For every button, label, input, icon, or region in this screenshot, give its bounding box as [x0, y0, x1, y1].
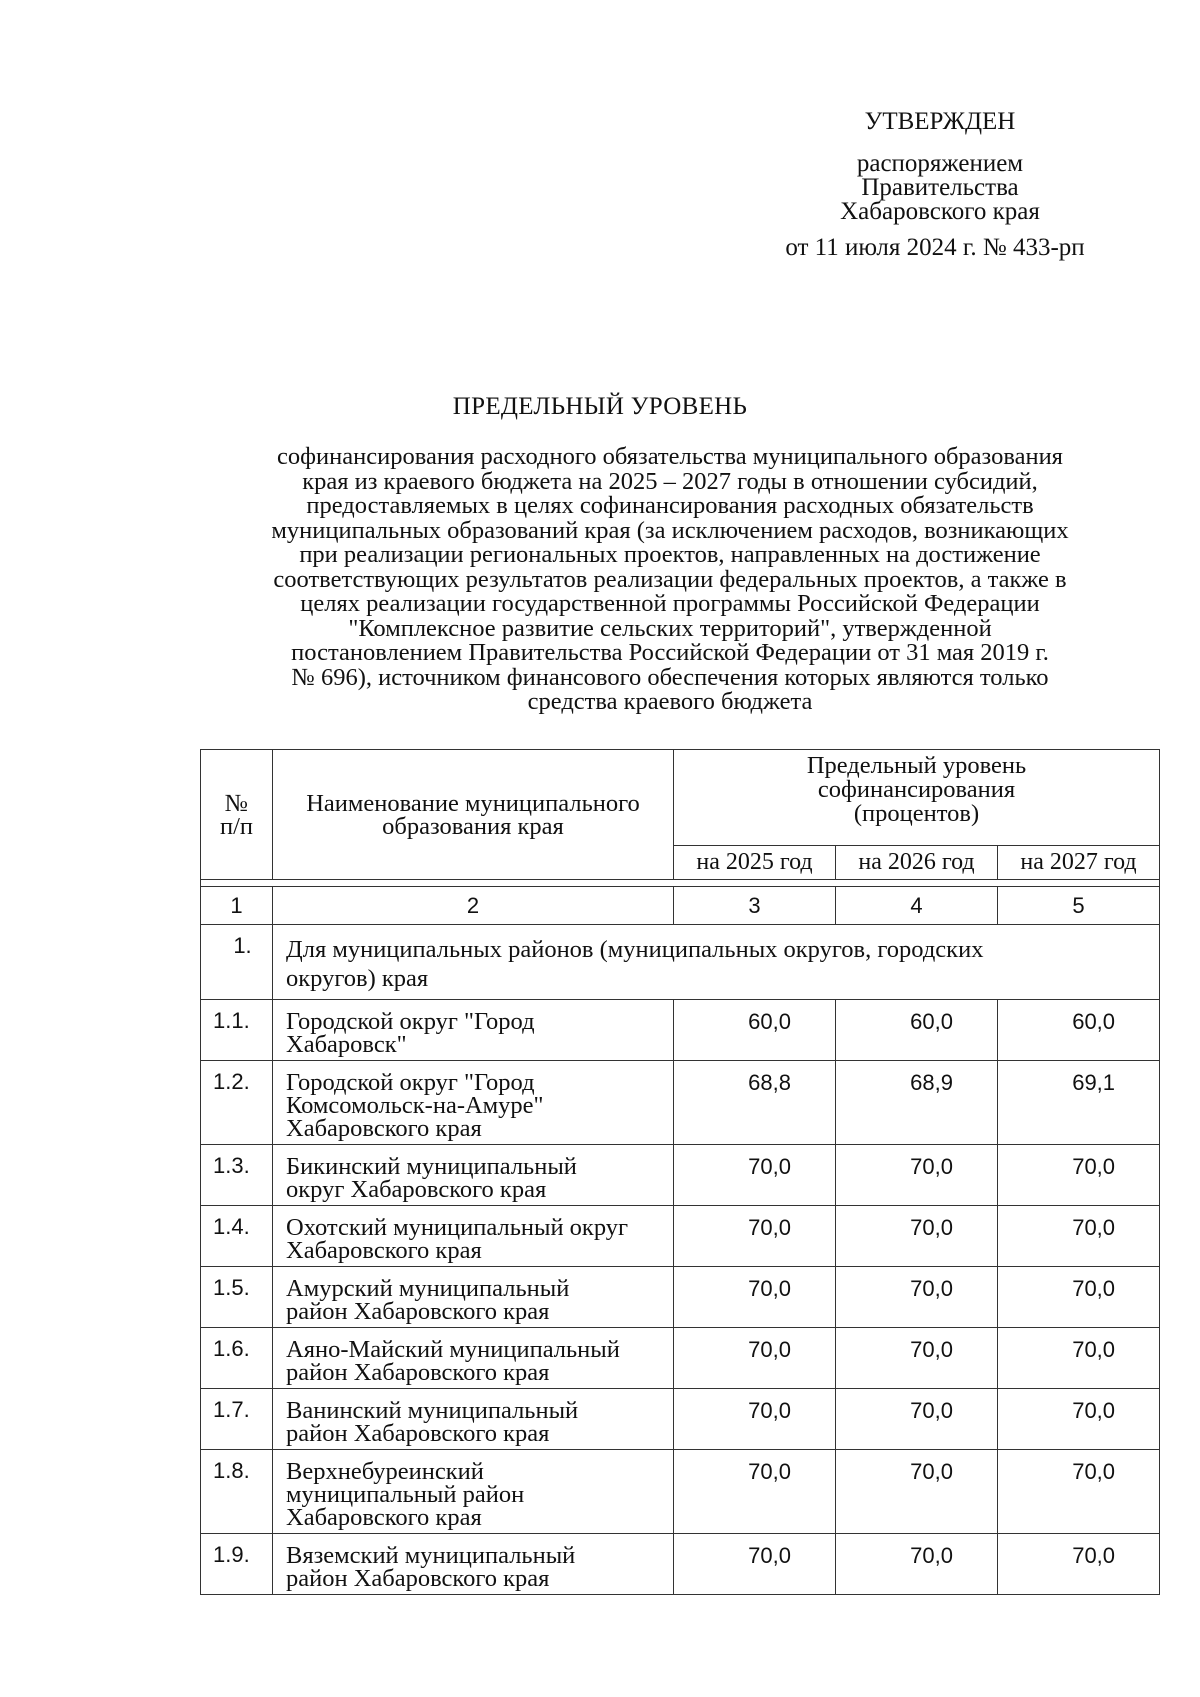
value-2027: 70,0	[998, 1267, 1160, 1328]
value-2025: 70,0	[674, 1450, 836, 1534]
value-2027: 70,0	[998, 1450, 1160, 1534]
value-2026: 70,0	[836, 1534, 998, 1595]
header-number	[201, 750, 273, 880]
column-number-text: 4	[910, 892, 923, 918]
row-name-line: Хабаровского края	[286, 1504, 482, 1531]
row-name-line: Комсомольск-на-Амуре"	[286, 1092, 544, 1119]
value-2027: 70,0	[998, 1534, 1160, 1595]
header-name	[273, 750, 674, 880]
value-2026: 70,0	[836, 1206, 998, 1267]
row-name-line: Вяземский муниципальный	[286, 1542, 576, 1569]
value-2027: 60,0	[998, 1000, 1160, 1061]
value-2026: 60,0	[836, 1000, 998, 1061]
row-number: 1.6.	[201, 1328, 273, 1389]
value-2027: 69,1	[998, 1061, 1160, 1145]
table-row	[201, 1145, 1160, 1206]
row-name	[273, 1145, 674, 1206]
column-numbers-row	[201, 887, 1160, 925]
value-2026: 70,0	[836, 1145, 998, 1206]
row-name-line: район Хабаровского края	[286, 1565, 550, 1592]
column-number	[273, 887, 674, 925]
header-cofinancing-level	[674, 750, 1160, 846]
section-number: 1.	[201, 925, 273, 1000]
value-2026: 70,0	[836, 1267, 998, 1328]
row-name-line: Хабаровск"	[286, 1031, 407, 1058]
column-number-text: 2	[466, 892, 480, 918]
subtitle-line: "Комплексное развитие сельских территорий", утвержденной	[348, 614, 992, 642]
value-2027: 70,0	[998, 1389, 1160, 1450]
row-number: 1.3.	[201, 1145, 273, 1206]
value-2027: 70,0	[998, 1328, 1160, 1389]
row-name-line: район Хабаровского края	[286, 1359, 550, 1386]
row-number: 1.7.	[201, 1389, 273, 1450]
table-row	[201, 1534, 1160, 1595]
value-2025: 70,0	[674, 1328, 836, 1389]
row-name-line: Амурский муниципальный	[286, 1275, 570, 1302]
table-gap-cell	[201, 880, 1160, 887]
row-number: 1.8.	[201, 1450, 273, 1534]
row-name-line: Городской округ "Город	[286, 1069, 535, 1096]
row-name	[273, 1328, 674, 1389]
column-number	[674, 887, 836, 925]
table-row	[201, 1061, 1160, 1145]
table-row	[201, 1267, 1160, 1328]
value-2027: 70,0	[998, 1145, 1160, 1206]
row-name-line: Верхнебуреинский	[286, 1458, 484, 1485]
row-name-line: Хабаровского края	[286, 1237, 482, 1264]
column-number	[998, 887, 1160, 925]
value-2025: 70,0	[674, 1534, 836, 1595]
cofinancing-table	[200, 749, 1160, 1595]
row-name-line: Охотский муниципальный округ	[286, 1214, 629, 1241]
value-2026: 70,0	[836, 1450, 998, 1534]
section-row	[201, 925, 1160, 1000]
approval-date: от 11 июля 2024 г. № 433-рп	[785, 234, 1085, 261]
value-2025: 70,0	[674, 1206, 836, 1267]
row-name	[273, 1206, 674, 1267]
header-name-line: Наименование муниципального	[306, 789, 640, 817]
row-name-line: район Хабаровского края	[286, 1420, 550, 1447]
value-2025: 70,0	[674, 1267, 836, 1328]
row-number: 1.9.	[201, 1534, 273, 1595]
subtitle-line: соответствующих результатов реализации федеральных проектов, а также в	[273, 565, 1067, 593]
subtitle-line: целях реализации государственной программы Российской Федерации	[300, 590, 1040, 617]
column-number	[201, 887, 273, 925]
column-number	[836, 887, 998, 925]
column-number-text: 5	[1072, 892, 1085, 918]
header-group-line: (процентов)	[853, 800, 980, 827]
row-name-line: муниципальный район	[286, 1481, 525, 1508]
table-row	[201, 1450, 1160, 1534]
subtitle-line: софинансирования расходного обязательства муниципального образования	[277, 443, 1063, 470]
value-2025: 60,0	[674, 1000, 836, 1061]
document-title: ПРЕДЕЛЬНЫЙ УРОВЕНЬ	[452, 393, 748, 420]
value-2026: 68,9	[836, 1061, 998, 1145]
subtitle-line: постановлением Правительства Российской Федерации от 31 мая 2019 г.	[291, 639, 1049, 666]
table-header-row	[201, 750, 1160, 846]
row-name-line: Ванинский муниципальный	[286, 1397, 579, 1424]
row-name-line: округ Хабаровского края	[286, 1176, 547, 1203]
row-name-line: Хабаровского края	[286, 1115, 482, 1142]
section-title-line: Для муниципальных районов (муниципальных округов, городских	[286, 936, 984, 963]
row-name	[273, 1000, 674, 1061]
value-2027: 70,0	[998, 1206, 1160, 1267]
row-number: 1.5.	[201, 1267, 273, 1328]
header-name-line: образования края	[382, 812, 564, 840]
row-name	[273, 1061, 674, 1145]
table-gap	[201, 880, 1160, 887]
header-year-2025: на 2025 год	[674, 846, 836, 880]
table-row	[201, 1328, 1160, 1389]
section-title-line: округов) края	[286, 965, 429, 992]
row-name	[273, 1534, 674, 1595]
row-name	[273, 1267, 674, 1328]
header-number-line: п/п	[219, 812, 254, 840]
section-title	[273, 925, 1160, 1000]
row-number: 1.1.	[201, 1000, 273, 1061]
subtitle-line: края из краевого бюджета на 2025 – 2027 годы в отношении субсидий,	[302, 467, 1038, 495]
value-2026: 70,0	[836, 1389, 998, 1450]
column-number-text: 3	[748, 892, 761, 918]
table-row	[201, 1206, 1160, 1267]
table-row	[201, 1000, 1160, 1061]
approval-line-3: Хабаровского края	[840, 198, 1040, 225]
approval-heading: УТВЕРЖДЕН	[864, 108, 1016, 135]
value-2025: 70,0	[674, 1145, 836, 1206]
subtitle-line: № 696), источником финансового обеспечения которых являются только	[291, 663, 1049, 691]
column-number-text: 1	[230, 892, 243, 918]
approval-line-1: распоряжением	[856, 150, 1024, 177]
approval-line-2: Правительства	[861, 174, 1019, 201]
value-2025: 70,0	[674, 1389, 836, 1450]
subtitle-line: при реализации региональных проектов, направленных на достижение	[299, 541, 1041, 568]
subtitle-line: средства краевого бюджета	[527, 688, 813, 715]
value-2025: 68,8	[674, 1061, 836, 1145]
row-number: 1.2.	[201, 1061, 273, 1145]
header-group-line: Предельный уровень	[806, 752, 1027, 779]
document-subtitle	[190, 445, 1150, 715]
row-name	[273, 1389, 674, 1450]
value-2026: 70,0	[836, 1328, 998, 1389]
subtitle-line: муниципальных образований края (за исключением расходов, возникающих	[271, 516, 1069, 544]
row-name-line: Городской округ "Город	[286, 1008, 535, 1035]
header-number-line: №	[224, 789, 249, 817]
header-year-2027: на 2027 год	[998, 846, 1160, 880]
header-year-2026: на 2026 год	[836, 846, 998, 880]
table-row	[201, 1389, 1160, 1450]
row-number: 1.4.	[201, 1206, 273, 1267]
row-name-line: район Хабаровского края	[286, 1298, 550, 1325]
row-name-line: Бикинский муниципальный	[286, 1153, 577, 1180]
header-group-line: софинансирования	[817, 776, 1016, 803]
row-name-line: Аяно-Майский муниципальный	[286, 1336, 620, 1363]
subtitle-line: предоставляемых в целях софинансирования расходных обязательств	[306, 492, 1034, 519]
row-name	[273, 1450, 674, 1534]
